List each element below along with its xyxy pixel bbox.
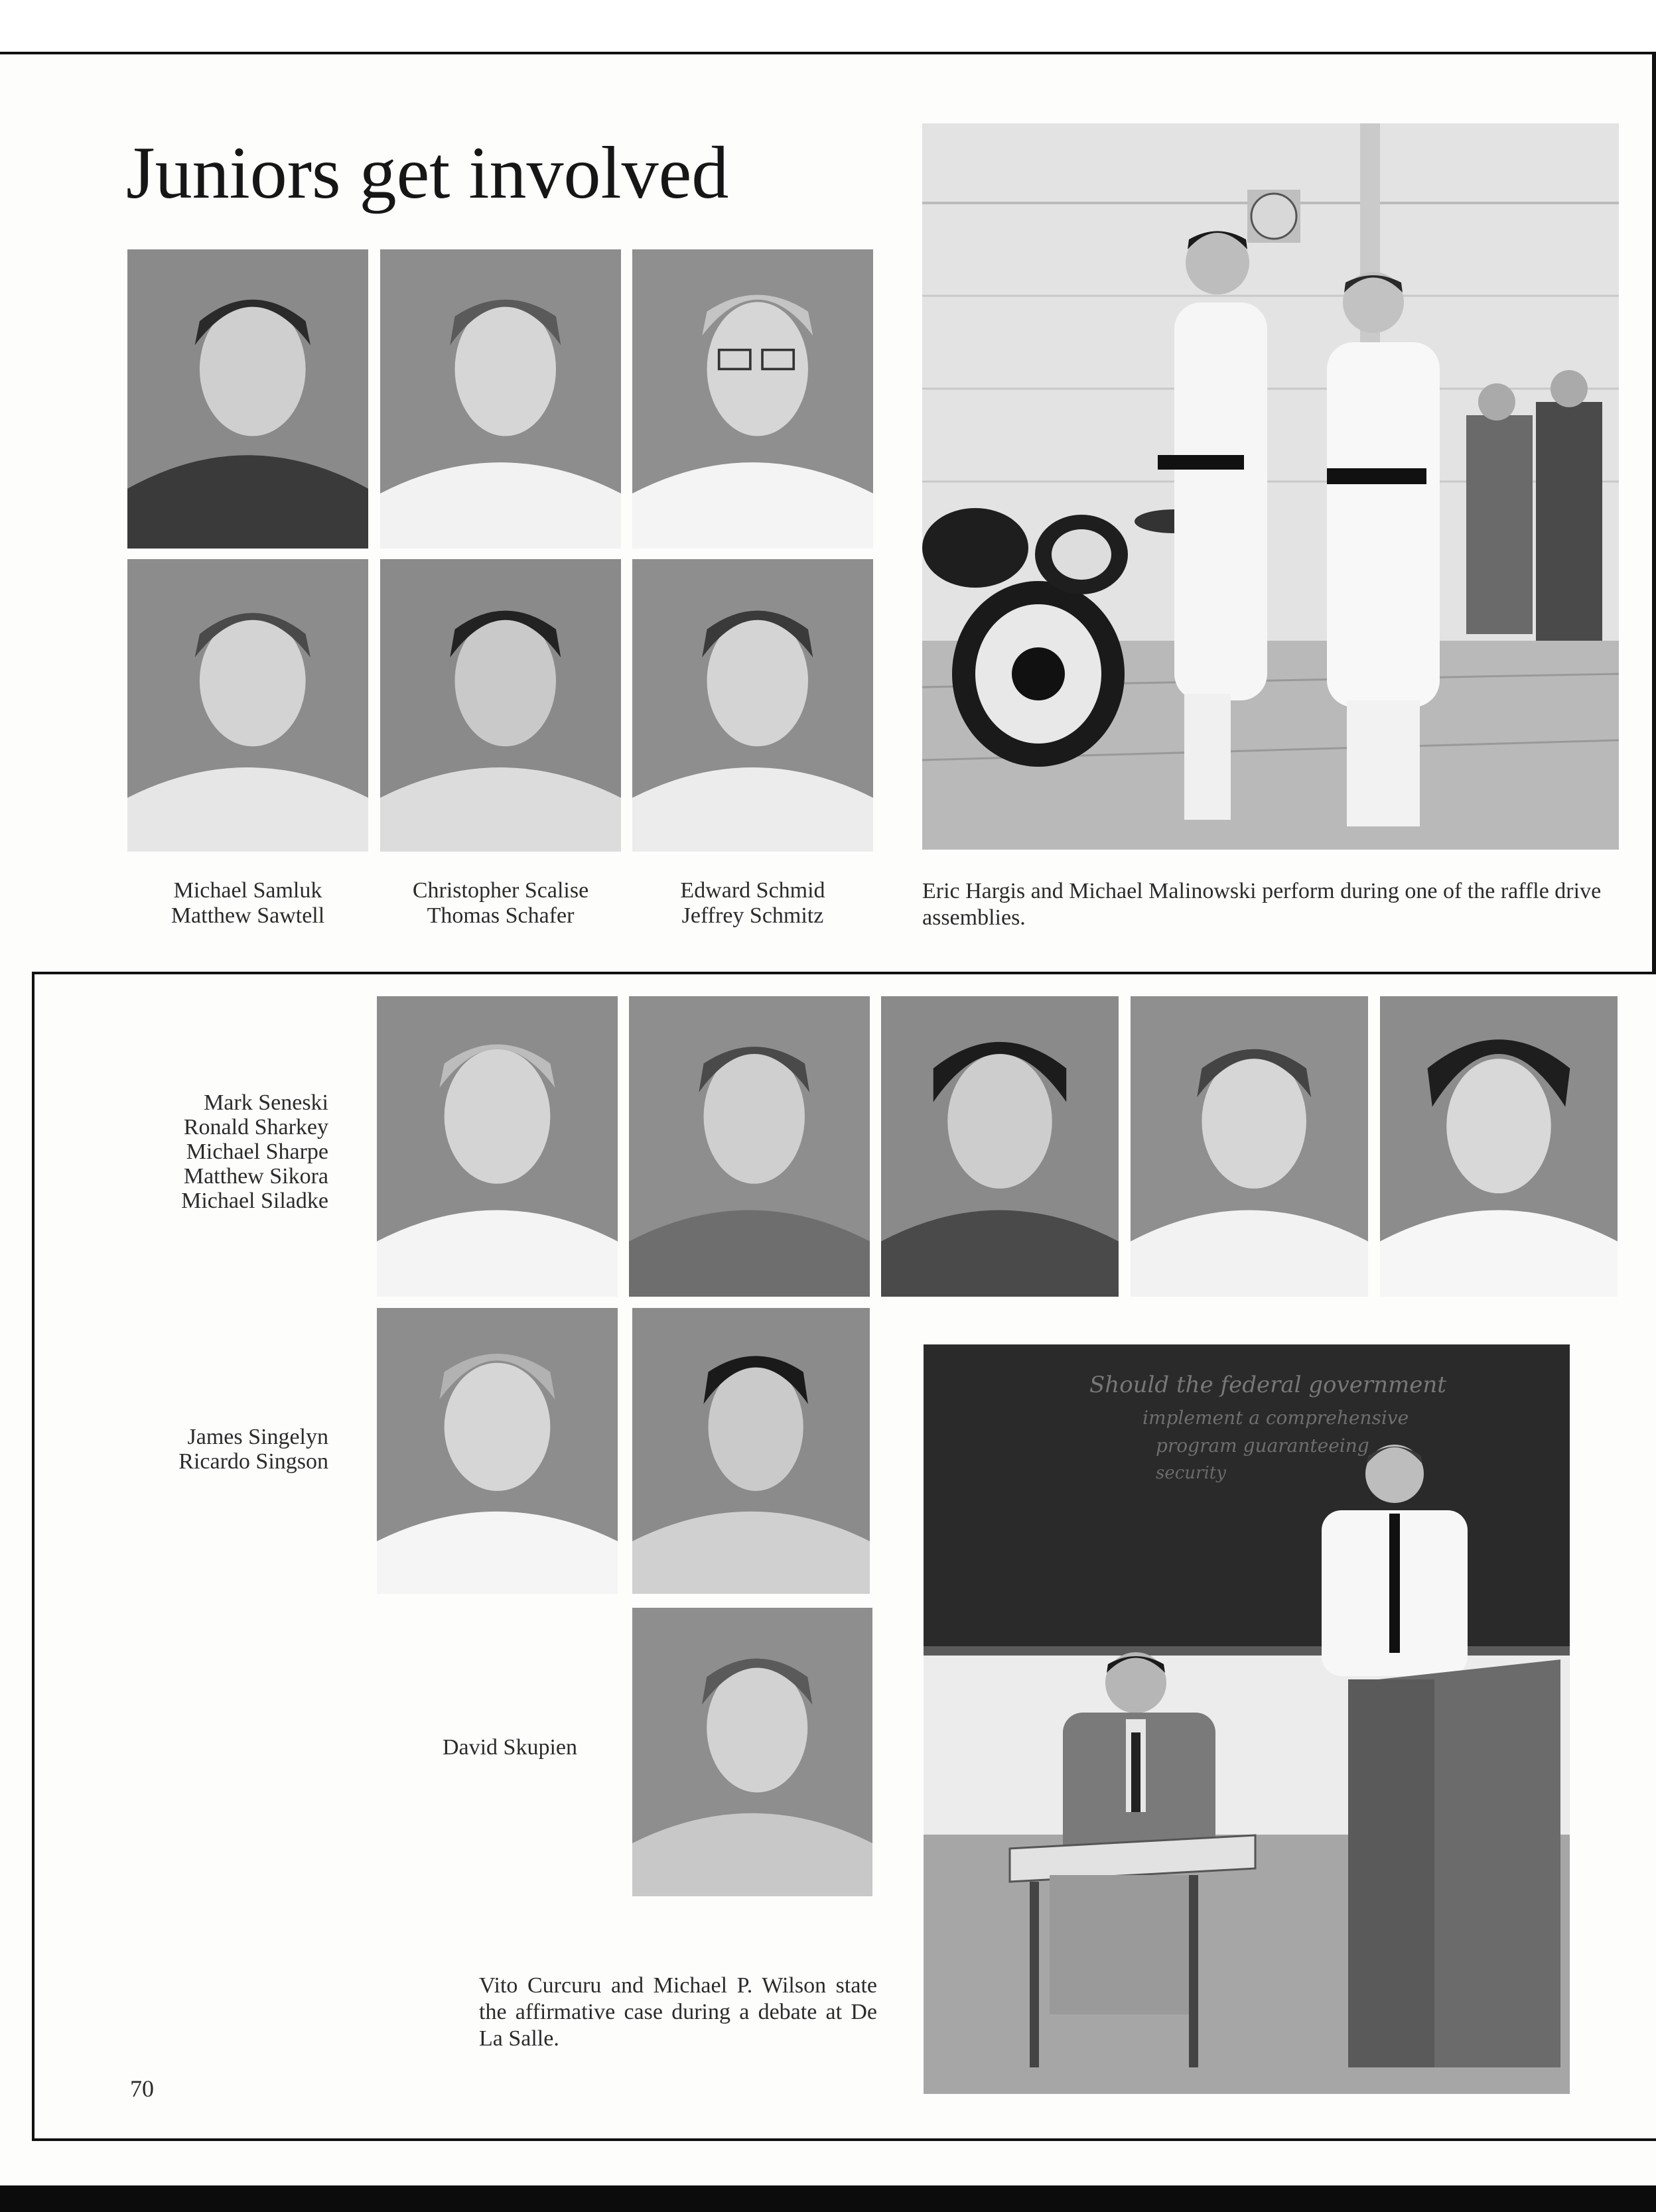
portrait-photo bbox=[1380, 996, 1618, 1297]
portrait-caption: Edward Schmid Jeffrey Schmitz bbox=[680, 878, 825, 928]
name-single: David Skupien bbox=[442, 1735, 577, 1760]
portrait-photo bbox=[380, 559, 621, 852]
bottom-margin-bar bbox=[0, 2185, 1656, 2212]
portrait-photo bbox=[632, 559, 873, 852]
debate-photo bbox=[924, 1344, 1570, 2094]
page-number: 70 bbox=[130, 2075, 154, 2102]
portrait-caption: Christopher Scalise Thomas Schafer bbox=[412, 878, 589, 928]
debate-photo-caption: Vito Curcuru and Michael P. Wilson state the affirmative case during a debate at De La Salle. bbox=[479, 1973, 877, 2051]
portrait-photo bbox=[377, 1308, 618, 1594]
portrait-caption: Michael Samluk Matthew Sawtell bbox=[171, 878, 325, 928]
portrait-photo bbox=[127, 249, 368, 549]
portrait-photo bbox=[632, 1308, 870, 1594]
name-list-row1: Mark Seneski Ronald Sharkey Michael Sharpe Matthew Sikora Michael Siladke bbox=[181, 1090, 328, 1213]
portrait-photo bbox=[632, 1608, 872, 1896]
assembly-photo-caption: Eric Hargis and Michael Malinowski perform during one of the raffle drive assemblies. bbox=[922, 879, 1602, 930]
chalkboard-line: implement a comprehensive bbox=[1142, 1407, 1409, 1429]
right-edge-rule bbox=[1652, 52, 1656, 974]
portrait-photo bbox=[629, 996, 870, 1297]
portrait-photo bbox=[377, 996, 618, 1297]
chalkboard-line: Should the federal government bbox=[1089, 1372, 1446, 1398]
page-headline: Juniors get involved bbox=[126, 132, 729, 214]
name-list-row2: James Singelyn Ricardo Singson bbox=[178, 1425, 328, 1474]
portrait-photo bbox=[127, 559, 368, 852]
assembly-photo bbox=[922, 123, 1619, 850]
portrait-photo bbox=[881, 996, 1119, 1297]
chalkboard-line: program guaranteeing bbox=[1156, 1435, 1369, 1457]
portrait-photo bbox=[380, 249, 621, 549]
chalkboard-line: security bbox=[1156, 1463, 1226, 1483]
portrait-photo bbox=[632, 249, 873, 549]
top-margin-bar bbox=[0, 0, 1656, 54]
portrait-photo bbox=[1131, 996, 1368, 1297]
